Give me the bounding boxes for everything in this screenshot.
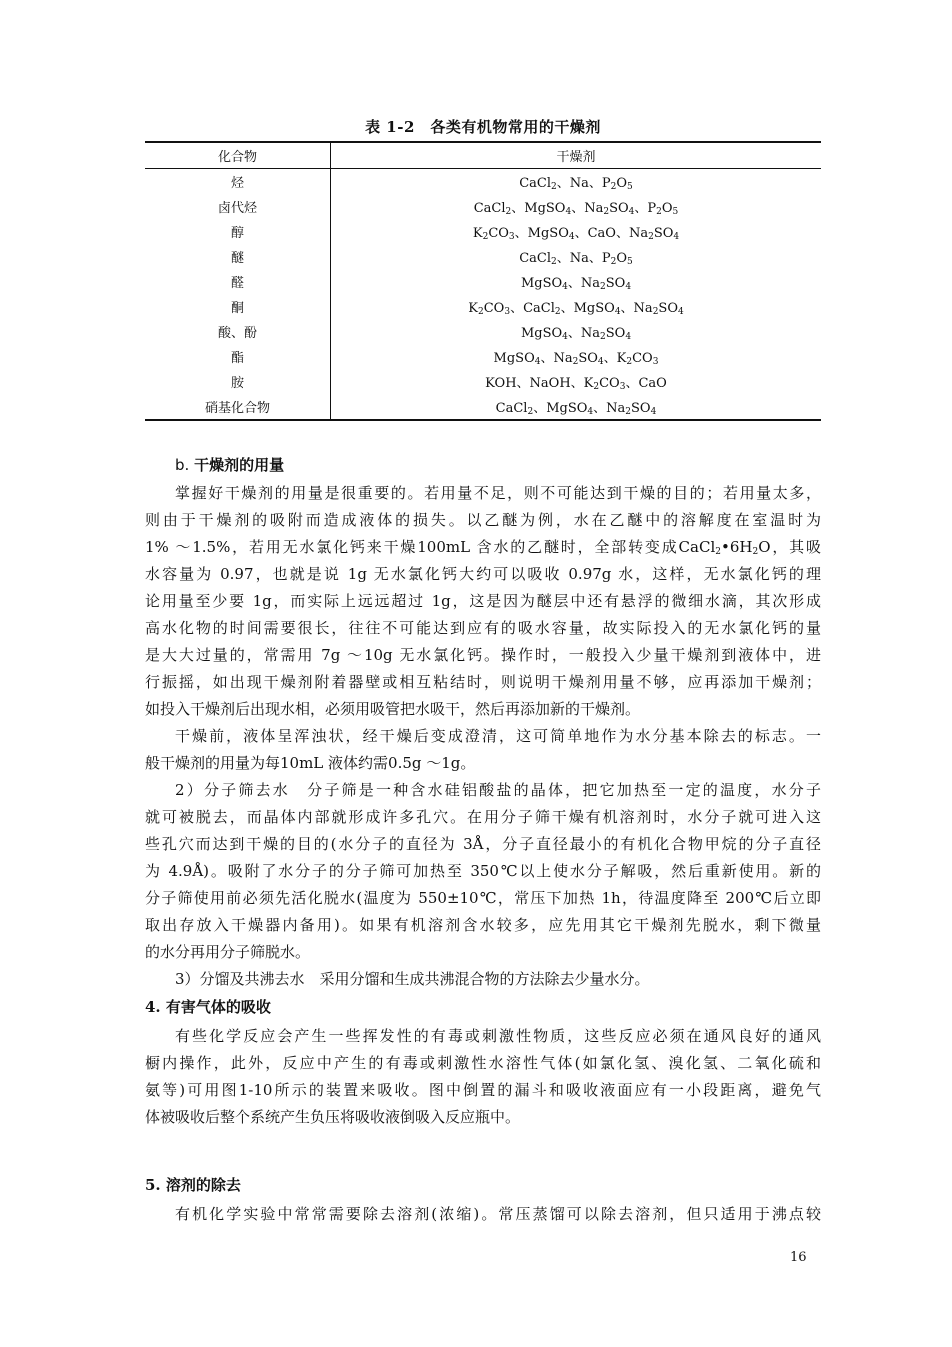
table-row (145, 169, 821, 195)
section-5-heading: 5. 溶剂的除去 (145, 1176, 241, 1194)
text-line: 分子筛使用前必须先活化脱水(温度为 550±10℃，常压下加热 1h，待温度降至 200℃后立即 (145, 889, 821, 907)
text-line: 的水分再用分子筛脱水。 (145, 943, 311, 961)
drying-agent-cell: MgSO$_4$、$Na_2SO_4$ (520, 276, 632, 292)
drying-agent-cell: $K_2CO_3$、MgSO$_4$、CaO、$Na_2SO_4$ (472, 226, 680, 242)
table-body (145, 169, 821, 421)
text-line: 就可被脱去，而晶体内部就形成许多孔穴。在用分子筛干燥有机溶剂时，水分子就可进入这 (145, 808, 821, 826)
text-line: 些孔穴而达到干燥的目的(水分子的直径为 3Å，分子直径最小的有机化合物甲烷的分子直径 (145, 835, 821, 853)
paragraph-clear-sign (145, 723, 821, 777)
text-line: 1% ～1.5%，若用无水氯化钙来干燥100mL 含水的乙醚时，全部转变成$CaCl_2•6H_2O$，其吸 (145, 538, 821, 557)
header-drying-agent: 干燥剂 (556, 150, 596, 165)
text-line: 有些化学反应会产生一些挥发性的有毒或刺激性物质，这些反应必须在通风良好的通风 (175, 1027, 821, 1045)
text-line: 为 4.9Å)。吸附了水分子的分子筛可加热至 350℃以上使水分子解吸，然后重新使用。新的 (145, 862, 821, 880)
subheading-dosage (175, 454, 284, 475)
table-row (145, 394, 821, 420)
text-line: 2）分子筛去水 分子筛是一种含水硅铝酸盐的晶体，把它加热至一定的温度，水分子 (175, 781, 821, 799)
drying-agent-cell: $K_2CO_3$、CaCl$_2$、MgSO$_4$、$Na_2SO_4$ (468, 301, 684, 317)
paragraph-solvent-removal (145, 1201, 821, 1228)
compound-cell: 酯 (145, 344, 331, 369)
table-row (145, 319, 821, 344)
compound-cell: 酸、酚 (145, 319, 331, 344)
text-line: 氨等)可用图1-10所示的装置来吸收。图中倒置的漏斗和吸收液面应有一小段距离，避免气 (145, 1081, 821, 1099)
paragraph-molecular-sieve (145, 777, 821, 966)
text-line: 论用量至少要 1g，而实际上远远超过 1g，这是因为醚层中还有悬浮的微细水滴，其次形成 (145, 592, 821, 610)
text-line: 体被吸收后整个系统产生负压将吸收液倒吸入反应瓶中。 (145, 1108, 521, 1126)
drying-agent-cell: MgSO$_4$、$Na_2SO_4$ (520, 326, 632, 342)
text-line: 是大大过量的，常需用 7g ～10g 无水氯化钙。操作时，一般投入少量干燥剂到液体中，进 (145, 646, 821, 664)
compound-cell: 醛 (145, 269, 331, 294)
header-compound: 化合物 (145, 142, 331, 169)
table-title: 表 1-2 各类有机物常用的干燥剂 (365, 118, 601, 136)
subheading-title: 干燥剂的用量 (194, 456, 285, 474)
compound-cell: 醇 (145, 219, 331, 244)
drying-agent-cell: KOH、NaOH、$K_2CO_3$、CaO (485, 376, 667, 392)
drying-agents-table (145, 141, 821, 421)
compound-cell: 烃 (145, 169, 331, 195)
text-line: 3）分馏及共沸去水 采用分馏和生成共沸混合物的方法除去少量水分。 (175, 970, 650, 988)
text-line: 高水化物的时间需要很长，往往不可能达到应有的吸水容量，故实际投入的无水氯化钙的量 (145, 619, 821, 637)
table-row (145, 219, 821, 244)
table-row (145, 194, 821, 219)
drying-agent-cell: CaCl$_2$、MgSO$_4$、$Na_2SO_4$ (495, 401, 657, 417)
drying-agent-cell: CaCl$_2$、Na、$P_2O_5$ (519, 176, 633, 192)
compound-cell: 卤代烃 (145, 194, 331, 219)
compound-cell: 胺 (145, 369, 331, 394)
text-line: 橱内操作，此外，反应中产生的有毒或刺激性水溶性气体(如氯化氢、溴化氢、二氧化硫和 (145, 1054, 821, 1072)
table-row (145, 344, 821, 369)
compound-cell: 酮 (145, 294, 331, 319)
table-row (145, 244, 821, 269)
drying-agent-cell: CaCl$_2$、MgSO$_4$、$Na_2SO_4$、$P_2O_5$ (473, 201, 679, 217)
text-line: 般干燥剂的用量为每10mL 液体约需0.5g ～1g。 (145, 754, 476, 772)
paragraph-distillation (145, 966, 821, 993)
table-row (145, 269, 821, 294)
section-4-heading: 4. 有害气体的吸收 (145, 998, 271, 1016)
table-header-row (145, 142, 821, 169)
drying-agent-cell: CaCl$_2$、Na、$P_2O_5$ (519, 251, 633, 267)
table-row (145, 369, 821, 394)
text-line: 行振摇，如出现干燥剂附着器壁或相互粘结时，则说明干燥剂用量不够，应再添加干燥剂； (145, 673, 821, 691)
subheading-prefix: b. (175, 456, 190, 474)
text-line: 则由于干燥剂的吸附而造成液体的损失。以乙醚为例，水在乙醚中的溶解度在室温时为 (145, 511, 821, 529)
drying-agent-cell: MgSO$_4$、$Na_2SO_4$、$K_2CO_3$ (493, 351, 659, 367)
compound-cell: 硝基化合物 (145, 394, 331, 420)
paragraph-dosage (145, 480, 821, 723)
text-line: 水容量为 0.97，也就是说 1g 无水氯化钙大约可以吸收 0.97g 水，这样，无水氯化钙的理 (145, 565, 821, 583)
text-line: 有机化学实验中常常需要除去溶剂(浓缩)。常压蒸馏可以除去溶剂，但只适用于沸点较 (175, 1205, 821, 1223)
text-line: 如投入干燥剂后出现水相，必须用吸管把水吸干，然后再添加新的干燥剂。 (145, 700, 641, 718)
text-line: 掌握好干燥剂的用量是很重要的。若用量不足，则不可能达到干燥的目的；若用量太多， (175, 484, 821, 502)
table-row (145, 294, 821, 319)
page-number: 16 (790, 1250, 807, 1265)
text-line: 干燥前，液体呈浑浊状，经干燥后变成澄清，这可简单地作为水分基本除去的标志。一 (175, 727, 821, 745)
compound-cell: 醚 (145, 244, 331, 269)
paragraph-gas-absorption (145, 1023, 821, 1131)
text-line: 取出存放入干燥器内备用)。如果有机溶剂含水较多，应先用其它干燥剂先脱水，剩下微量 (145, 916, 821, 934)
